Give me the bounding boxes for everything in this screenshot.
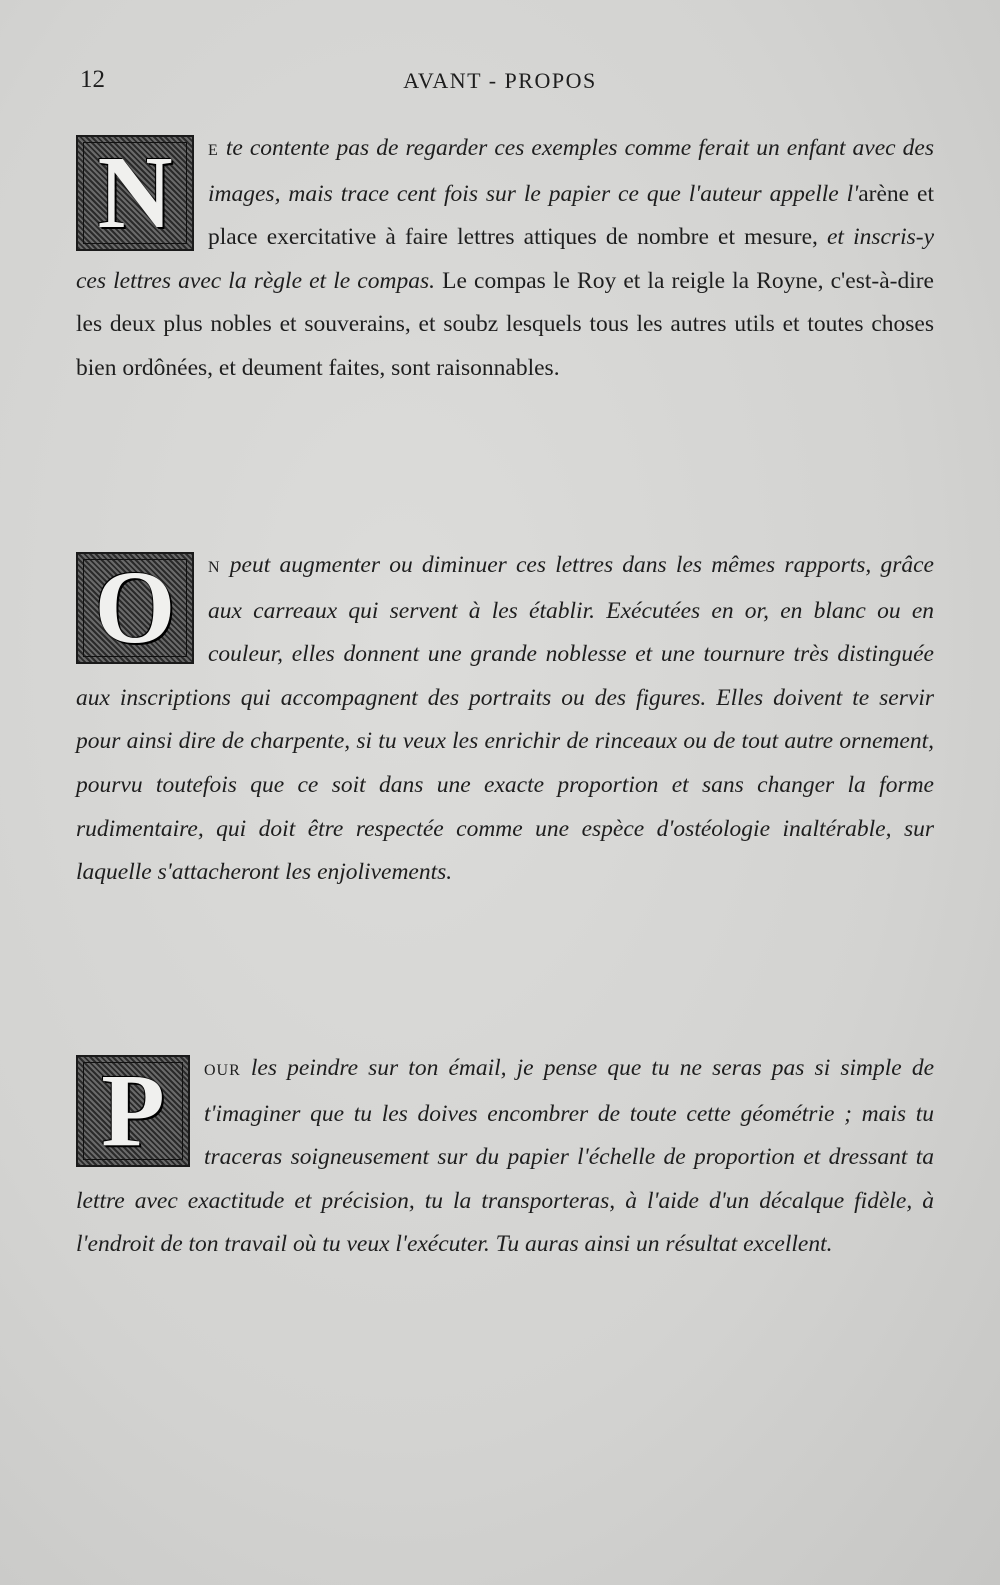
italic-text: les peindre sur ton émail, je pense que tu ne seras pas si simple de t'imaginer que tu les doives encombrer de toute cette géométrie ; mais tu traceras soigneusement sur du papier l'échelle de proportion et dressant ta lettre avec exactitude et précision, tu la transporteras, à l'aide d'un décalque fidèle, à l'endroit de ton travail où tu veux l'exécuter. Tu auras ainsi un résultat excellent. [76, 1055, 934, 1258]
italic-text: peut augmenter ou diminuer ces lettres dans les mêmes rapports, grâce aux carreaux qui servent à les établir. Exécutées en or, en blanc ou en couleur, elles donnent une grande noblesse et une tournure très distinguée aux inscriptions qui accompagnent des portraits ou des figures. Elles doivent te servir pour ainsi dire de charpente, si tu veux les enrichir de rinceaux ou de tout autre ornement, pourvu toutefois que ce soit dans une exacte proportion et sans changer la forme rudimentaire, qui doit être respectée comme une espèce d'ostéologie inaltérable, sur laquelle s'attacheront les enjolivements. [76, 552, 934, 886]
page-header [0, 66, 1000, 106]
paragraph-1 [76, 127, 934, 391]
paragraph-2 [76, 544, 934, 895]
italic-text: te contente pas de regarder ces exemples comme ferait un enfant avec des images, mais trace cent fois sur le papier ce que l'auteur appelle l' [208, 135, 934, 207]
italic-text: et inscris-y ces lettres avec la règle et le compas. [76, 224, 935, 294]
smallcaps-text: E [208, 142, 219, 159]
page-number: 12 [80, 66, 105, 93]
running-title: AVANT - PROPOS [403, 68, 597, 93]
dropcap-letter: O [94, 550, 176, 665]
roman-text: arène et place exercitative à faire lettres attiques de nombre et mesure, [208, 180, 934, 251]
smallcaps-text: N [208, 559, 221, 576]
smallcaps-text: OUR [204, 1062, 241, 1079]
ornate-initial-o-icon [76, 552, 194, 664]
dropcap-letter: N [97, 135, 173, 250]
dropcap-letter: P [101, 1053, 165, 1168]
roman-text: Le compas le Roy et la reigle la Royne, c'est-à-dire les deux plus nobles et souverains, et soubz lesquels tous les autres utils et toutes choses bien ordônées, et deument faites, sont raisonnables. [76, 267, 934, 381]
paragraph-3 [76, 1047, 934, 1267]
ornate-initial-n-icon [76, 135, 194, 251]
ornate-initial-p-icon [76, 1055, 190, 1167]
